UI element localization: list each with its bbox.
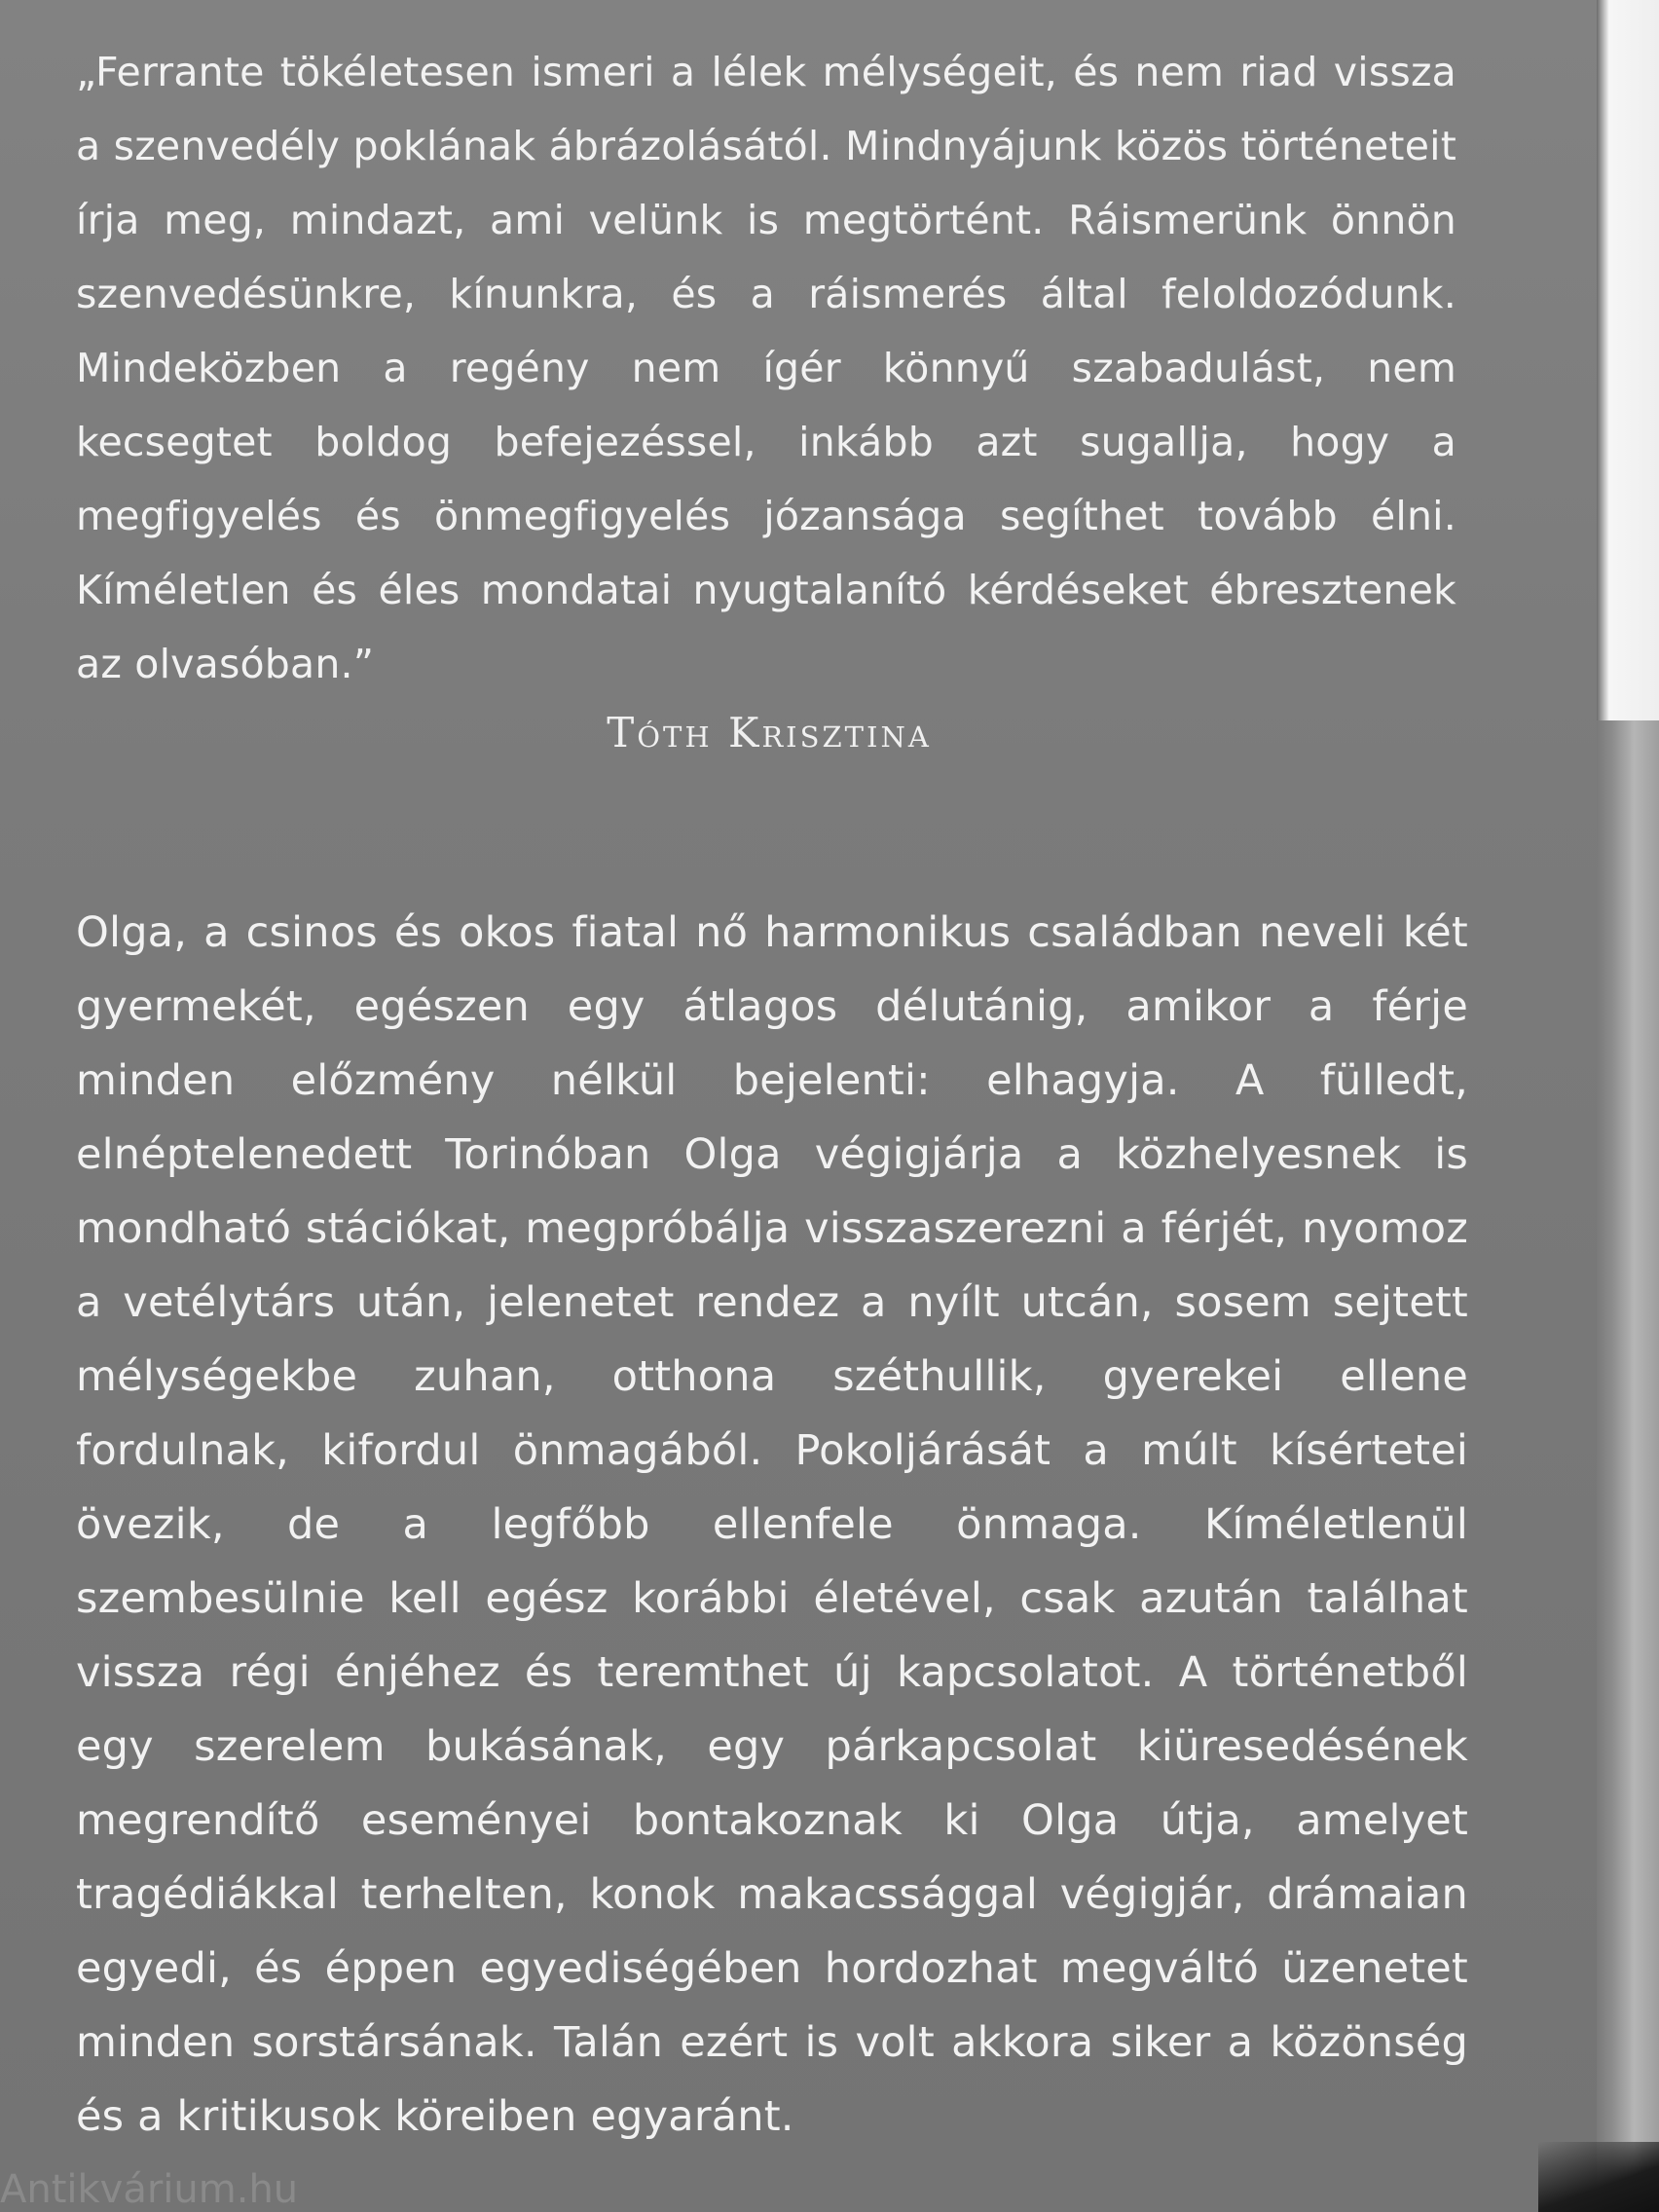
watermark: Antikvárium.hu	[0, 2167, 299, 2212]
quote-author: Tóth Krisztina	[607, 709, 932, 756]
cover-corner-shadow	[1538, 2142, 1659, 2212]
page-edge-top	[1597, 0, 1659, 720]
book-blurb: Olga, a csinos és okos fiatal nő harmonikus családban neveli két gyermekét, egészen egy átlagos délutánig, amikor a férje minden előzmény nélkül bejelenti: elhagyja. A fülledt, elnéptelenedett Torinóban Olga végigjárja a közhelyesnek is mondható stációkat, megpróbálja visszaszerezni a férjét, nyomoz a vetélytárs után, jelenetet rendez a nyílt utcán, sosem sejtett mélységekbe zuhan, otthona széthullik, gyerekei ellene fordulnak, kifordul önmagából. Pokoljárását a múlt kísértetei övezik, de a legfőbb ellenfele önmaga. Kíméletlenül szembesülnie kell egész korábbi életével, csak azután találhat vissza régi énjéhez és teremthet új kapcsolatot. A történetből egy szerelem bukásának, egy párkapcsolat kiüresedésének megrendítő eseményei bontakoznak ki Olga útja, amelyet tragédiákkal terhelten, konok makacssággal végigjár, drámaian egyedi, és éppen egyediségében hordozhat megváltó üzenetet minden sorstársának. Talán ezért is volt akkora siker a közönség és a kritikusok köreiben egyaránt.	[76, 908, 1468, 2141]
page-edge-bottom	[1597, 720, 1659, 2212]
review-quote: „Ferrante tökéletesen ismeri a lélek mélységeit, és nem riad vissza a szenvedély poklának ábrázolásától. Mindnyájunk közös történeteit írja meg, mindazt, ami velünk is megtörtént. Ráismerünk önnön szenvedésünkre, kínunkra, és a ráismerés által feloldozódunk. Mindeközben a regény nem ígér könnyű szabadulást, nem kecsegtet boldog befejezéssel, inkább azt sugallja, hogy a megfigyelés és önmegfigyelés józansága segíthet tovább élni. Kíméletlen és éles mondatai nyugtalanító kérdéseket ébresztenek az olvasóban.”	[76, 49, 1456, 687]
